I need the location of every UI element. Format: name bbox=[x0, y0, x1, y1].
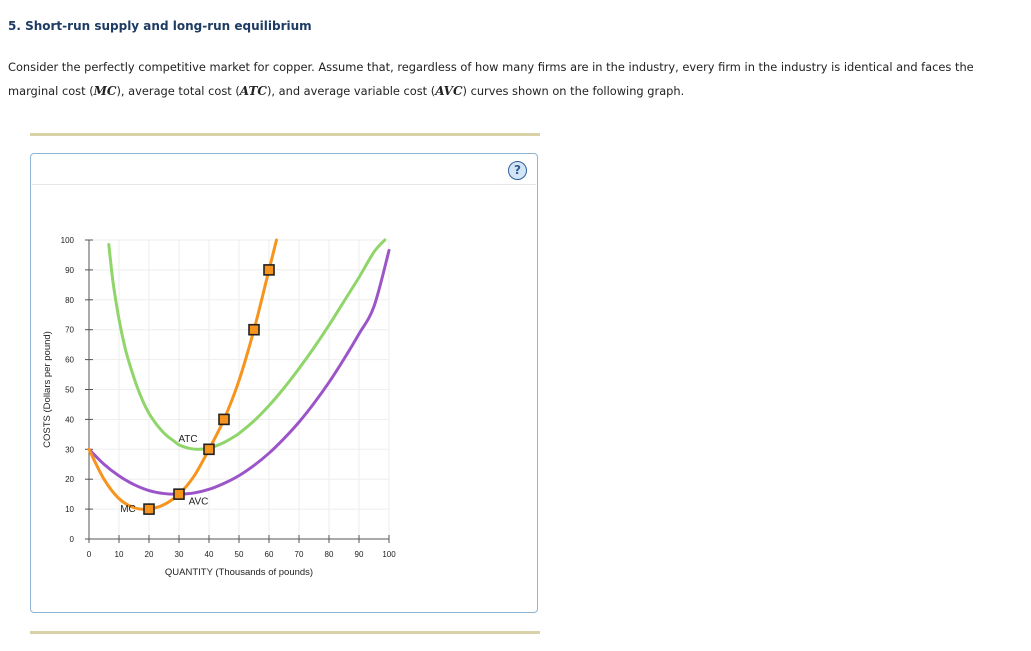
mc-point-marker-40 bbox=[204, 444, 214, 454]
question-text-avc: ), and average variable cost ( bbox=[266, 83, 436, 98]
x-tick-label-60: 60 bbox=[264, 550, 274, 559]
y-tick-label-90: 90 bbox=[65, 265, 74, 275]
mc-point-marker-45 bbox=[219, 414, 229, 424]
mc-point-marker-60 bbox=[264, 265, 274, 275]
y-tick-label-70: 70 bbox=[65, 325, 74, 335]
y-tick-label-0: 0 bbox=[69, 535, 74, 544]
mc-symbol: MC bbox=[93, 83, 117, 98]
x-tick-label-100: 100 bbox=[382, 550, 396, 559]
y-tick-label-60: 60 bbox=[65, 355, 74, 365]
x-tick-label-70: 70 bbox=[294, 550, 304, 559]
mc-point-marker-55 bbox=[249, 325, 259, 335]
y-tick-label-10: 10 bbox=[65, 505, 74, 515]
y-tick-label-20: 20 bbox=[65, 475, 74, 485]
y-tick-label-40: 40 bbox=[65, 415, 74, 425]
y-tick-label-80: 80 bbox=[65, 295, 74, 305]
bottom-divider bbox=[30, 631, 540, 634]
question-text-intro: Consider the perfectly competitive market for copper. Assume that, regardless of how many firms are in the industry, every firm in the industry is identical and faces the marginal cost ( bbox=[8, 60, 974, 98]
avc-symbol: AVC bbox=[435, 83, 463, 98]
avc-curve-label: AVC bbox=[188, 496, 209, 508]
question-heading: 5. Short-run supply and long-run equilibrium bbox=[8, 19, 312, 33]
x-tick-label-30: 30 bbox=[174, 550, 184, 559]
atc-symbol: ATC bbox=[239, 83, 267, 98]
x-tick-label-20: 20 bbox=[144, 550, 154, 559]
x-tick-label-80: 80 bbox=[324, 550, 334, 559]
help-icon[interactable]: ? bbox=[508, 161, 527, 180]
y-tick-label-100: 100 bbox=[60, 236, 74, 245]
y-tick-label-30: 30 bbox=[65, 445, 74, 455]
x-tick-label-40: 40 bbox=[204, 550, 214, 559]
question-text-end: ) curves shown on the following graph. bbox=[462, 83, 685, 98]
y-tick-label-50: 50 bbox=[65, 385, 74, 395]
x-tick-label-10: 10 bbox=[114, 550, 124, 559]
atc-curve bbox=[109, 240, 385, 449]
mc-point-marker-30 bbox=[174, 489, 184, 499]
y-axis-title: COSTS (Dollars per pound) bbox=[42, 331, 53, 448]
x-axis-title: QUANTITY (Thousands of pounds) bbox=[164, 567, 314, 578]
atc-curve-label: ATC bbox=[178, 433, 198, 445]
mc-point-marker-20 bbox=[144, 504, 154, 514]
x-tick-label-90: 90 bbox=[354, 550, 364, 559]
mc-curve-label: MC bbox=[120, 504, 136, 516]
x-tick-label-0: 0 bbox=[86, 550, 92, 559]
x-tick-label-50: 50 bbox=[234, 550, 244, 559]
question-text-atc: ), average total cost ( bbox=[116, 83, 240, 98]
